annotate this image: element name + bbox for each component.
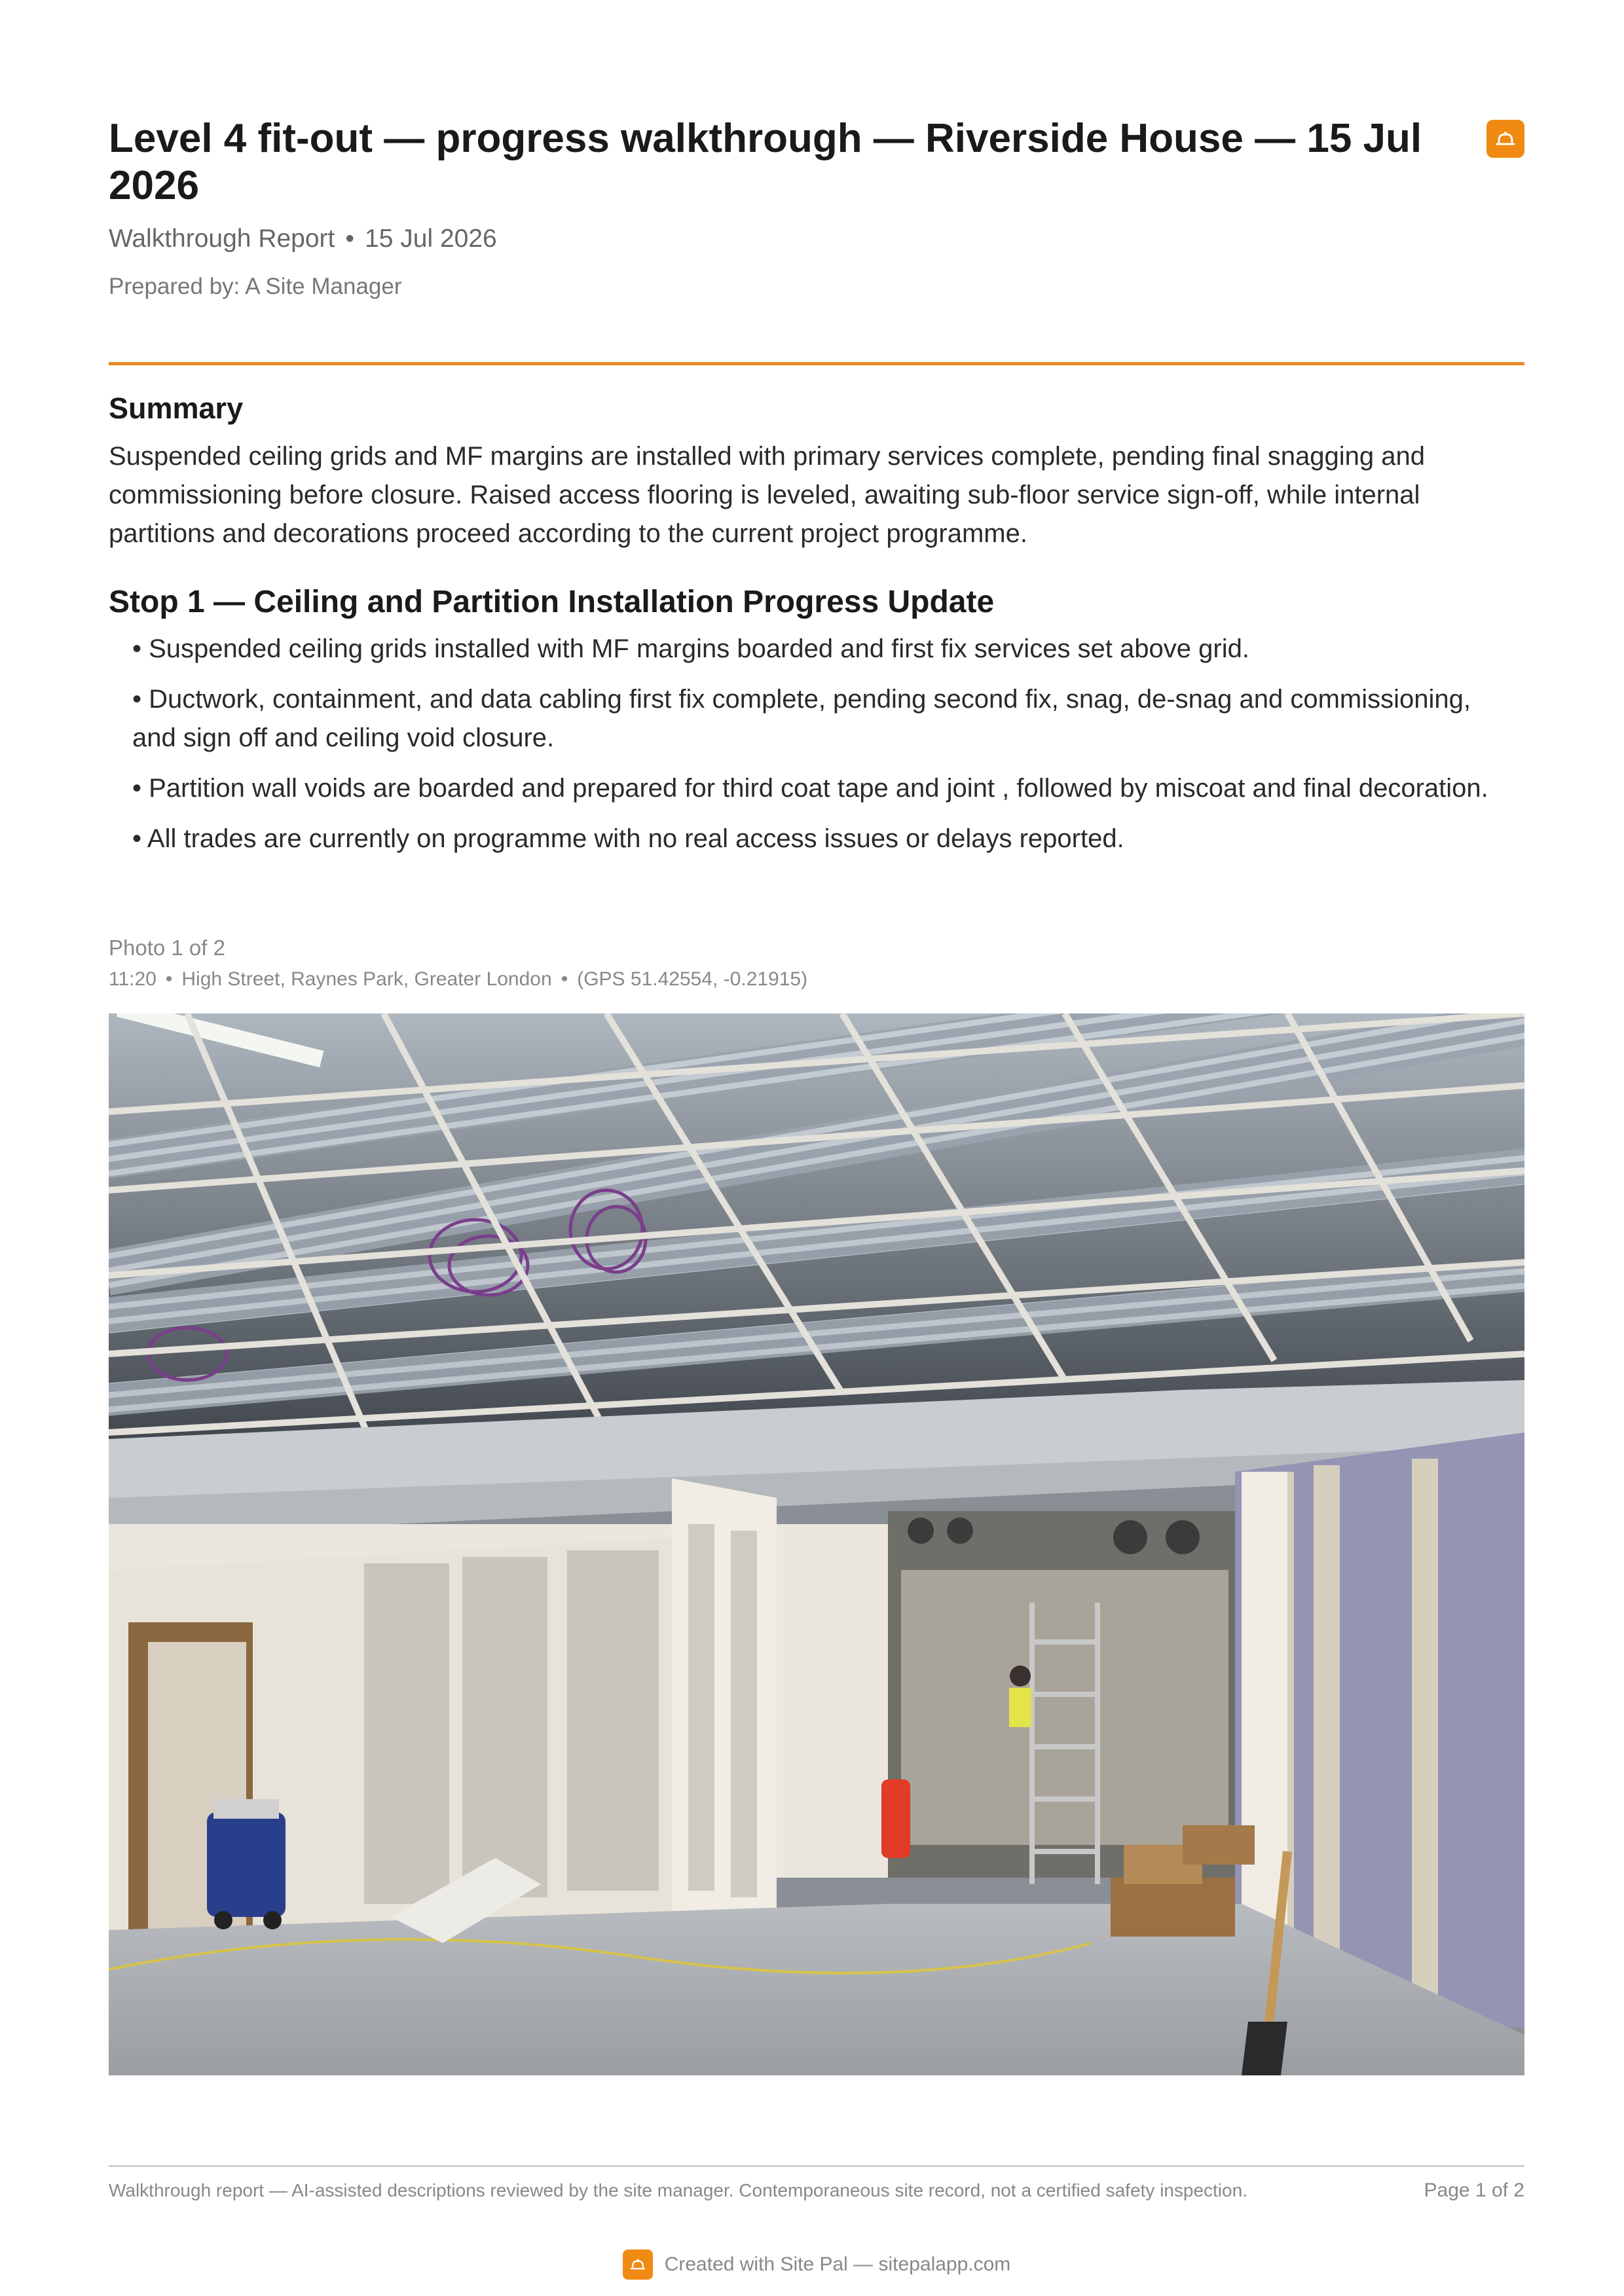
separator-dot: • <box>345 225 355 253</box>
stop-bullet-list <box>132 630 1514 870</box>
stop-bullet: • Partition wall voids are boarded and prepared for third coat tape and joint , followed by miscoat and final decoration. <box>132 774 1488 803</box>
stop-bullet: • All trades are currently on programme with no real access issues or delays reported. <box>132 824 1124 853</box>
stop-bullet: • Ductwork, containment, and data cabling first fix complete, pending second fix, snag, de-snag and commissioning, and sign off and ceiling void closure. <box>132 685 1471 752</box>
page-number: Page 1 of 2 <box>1424 2179 1524 2201</box>
prepared-by: Prepared by: A Site Manager <box>109 274 402 299</box>
site-photo <box>109 1013 1524 2075</box>
footer-divider <box>109 2165 1524 2167</box>
credit-link[interactable]: Created with Site Pal — sitepalapp.com <box>664 2253 1011 2275</box>
photo-location: High Street, Raynes Park, Greater London <box>181 968 552 990</box>
photo-gps: (GPS 51.42554, -0.21915) <box>577 968 808 990</box>
photo-label: Photo 1 of 2 <box>109 936 225 960</box>
footer-credit <box>109 2250 1524 2280</box>
hard-hat-icon <box>1486 120 1524 158</box>
separator-dot: • <box>165 968 173 990</box>
report-type: Walkthrough Report <box>109 225 335 253</box>
stop-bullet: • Suspended ceiling grids installed with MF margins boarded and first fix services set above grid. <box>132 634 1249 663</box>
separator-dot: • <box>561 968 568 990</box>
photo-meta <box>109 966 807 993</box>
report-title: Level 4 fit-out — progress walkthrough — Riverside House — 15 Jul 2026 <box>109 116 1422 208</box>
summary-heading: Summary <box>109 392 244 425</box>
report-subtitle <box>109 223 497 255</box>
footer-disclaimer: Walkthrough report — AI-assisted descriptions reviewed by the site manager. Contemporaneous site record, not a certified safety inspection. <box>109 2180 1247 2200</box>
hard-hat-icon <box>623 2250 653 2280</box>
report-date: 15 Jul 2026 <box>365 225 497 253</box>
header-divider <box>109 362 1524 365</box>
summary-text: Suspended ceiling grids and MF margins are installed with primary services complete, pending final snagging and commissioning before closure. Raised access flooring is leveled, awaiting sub-floor service sign-off, while internal partitions and decorations proceed according to the current project programme. <box>109 442 1425 548</box>
photo-time: 11:20 <box>109 968 157 990</box>
site-photo-illustration <box>109 1013 1524 2075</box>
report-page <box>109 0 1524 2296</box>
stop-heading: Stop 1 — Ceiling and Partition Installation Progress Update <box>109 585 995 619</box>
